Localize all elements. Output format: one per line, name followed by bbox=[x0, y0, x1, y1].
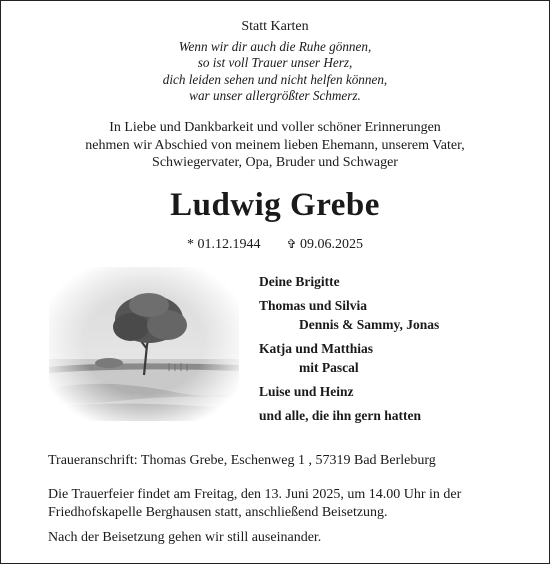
mourner-line: Thomas und Silvia bbox=[259, 298, 368, 313]
poem-line: war unser allergrößter Schmerz. bbox=[189, 87, 361, 103]
funeral-line: Die Trauerfeier findet am Freitag, den 13. Juni 2025, um 14.00 Uhr in der bbox=[48, 487, 462, 502]
mourner-line: Katja und Matthias bbox=[259, 341, 374, 356]
life-dates bbox=[1, 237, 549, 253]
statt-karten-heading: Statt Karten bbox=[241, 19, 309, 34]
deceased-name: Ludwig Grebe bbox=[170, 187, 380, 223]
intro-line: Schwiegervater, Opa, Bruder und Schwager bbox=[152, 155, 398, 170]
poem-line: so ist voll Trauer unser Herz, bbox=[197, 55, 353, 71]
poem-line: Wenn wir dir auch die Ruhe gönnen, bbox=[178, 39, 372, 54]
mourner-line: mit Pascal bbox=[299, 360, 359, 375]
closing-note: Nach der Beisetzung gehen wir still auseinander. bbox=[48, 530, 322, 545]
funeral-notice bbox=[48, 486, 518, 522]
intro-text bbox=[1, 119, 549, 172]
intro-line: nehmen wir Abschied von meinem lieben Ehemann, unserem Vater, bbox=[85, 137, 465, 153]
mourner-line: Luise und Heinz bbox=[259, 384, 354, 399]
intro-line: In Liebe und Dankbarkeit und voller schöner Erinnerungen bbox=[109, 120, 441, 135]
mourner-line: und alle, die ihn gern hatten bbox=[259, 408, 422, 423]
mourner-line: Dennis & Sammy, Jonas bbox=[299, 317, 440, 332]
poem-line: dich leiden sehen und nicht helfen können, bbox=[162, 71, 388, 87]
death-date: 09.06.2025 bbox=[300, 237, 364, 252]
mourner-line: Deine Brigitte bbox=[259, 274, 340, 289]
poem bbox=[1, 39, 549, 104]
tree-landscape-image bbox=[49, 267, 239, 421]
cross-icon: ✞ bbox=[286, 237, 297, 251]
birth-date: * 01.12.1944 bbox=[186, 237, 261, 252]
funeral-line: Friedhofskapelle Berghausen statt, anschließend Beisetzung. bbox=[48, 505, 388, 520]
mourning-address: Traueranschrift: Thomas Grebe, Eschenweg 1 , 57319 Bad Berleburg bbox=[48, 453, 436, 468]
